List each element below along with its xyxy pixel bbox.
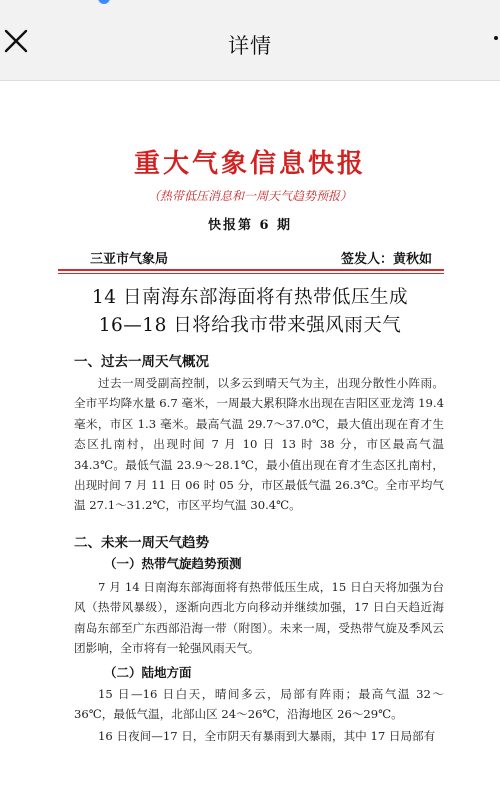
more-options-button[interactable] <box>490 36 500 52</box>
issuing-agency: 三亚市气象局 <box>90 252 169 267</box>
header-divider <box>58 269 444 271</box>
section-heading: 一、过去一周天气概况 <box>74 354 209 370</box>
headline-line: 14 日南海东部海面将有热带低压生成 <box>92 287 408 308</box>
status-bar <box>0 0 500 10</box>
headline <box>0 284 500 340</box>
page-title: 详情 <box>228 34 272 58</box>
section-paragraph: 过去一周受副高控制，以多云到晴天气为主，出现分散性小阵雨。全市平均降水量 6.7 毫米，一周最大累积降水出现在吉阳区亚龙湾 19.4 毫米，市区 1.3 毫米。最高气温 29.7～37.0℃，最大值出现在育才生态区扎南村，出现时间 7 月 10 日 13 时 38 分，市区最高气温 34.3℃。最低气温 23.9～28.1℃，最小值出现在育才生态区扎南村，出现时间 7 月 11 日 06 时 05 分，市区最低气温 26.3℃。全市平均气温 27.1～31.2℃，市区平均气温 30.4℃。 <box>74 376 444 513</box>
top-navigation-bar <box>0 10 500 81</box>
signer: 签发人：黄秋如 <box>340 252 432 267</box>
section-heading: 二、未来一周天气趋势 <box>74 535 209 551</box>
header-divider-thin <box>58 273 444 274</box>
document-page <box>0 81 500 794</box>
more-vertical-icon <box>494 36 498 40</box>
section-paragraph: 7 月 14 日南海东部海面将有热带低压生成，15 日白天将加强为台风（热带风暴级），逐渐向西北方向移动并继续加强，17 日白天趋近海南岛东部至广东西部沿海一带（附图）。未来一周，受热带气旋及季风云团影响，全市将有一轮强风雨天气。 <box>74 580 444 656</box>
section-paragraph: 15 日—16 日白天，晴间多云，局部有阵雨；最高气温 32～36℃，最低气温，北部山区 24～26℃，沿海地区 26～29℃。 <box>74 687 444 722</box>
subsection-heading: （二）陆地方面 <box>104 665 192 680</box>
issue-number: 快报第 6 期 <box>207 218 293 233</box>
subsection-heading: （一）热带气旋趋势预测 <box>104 556 242 571</box>
status-indicator <box>98 0 110 4</box>
section-paragraph: 16 日夜间—17 日，全市阴天有暴雨到大暴雨，其中 17 日局部有 <box>98 729 436 743</box>
document-subtitle: （热带低压消息和一周天气趋势预报） <box>147 189 352 203</box>
document-title: 重大气象信息快报 <box>133 149 366 179</box>
headline-line: 16—18 日将给我市带来强风雨天气 <box>98 315 402 336</box>
